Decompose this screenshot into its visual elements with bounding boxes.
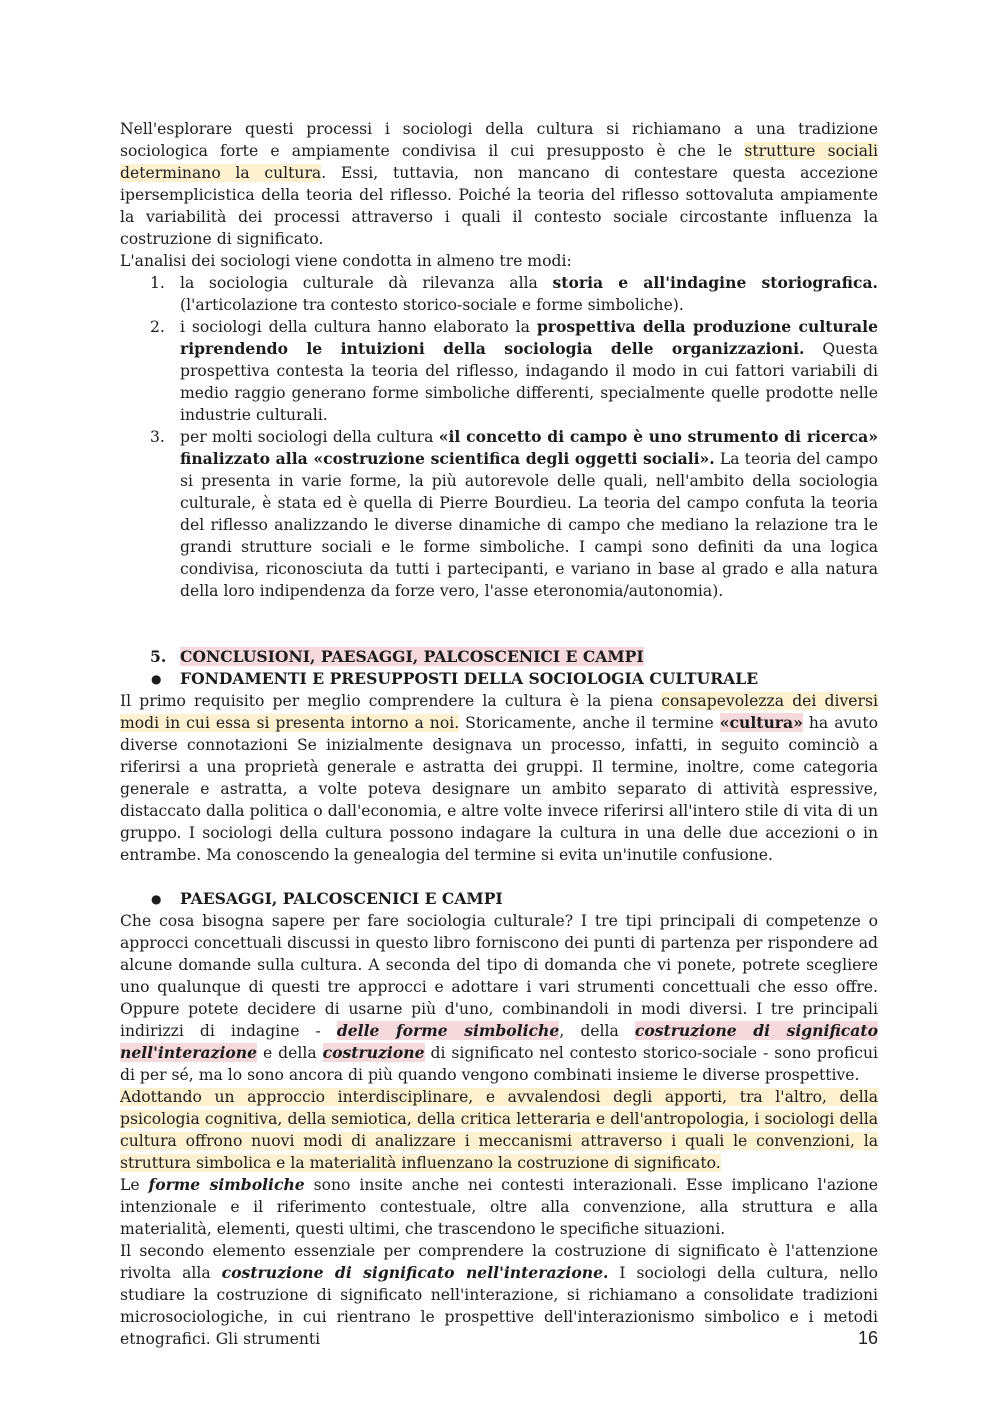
bullet-icon: ● (151, 672, 162, 686)
list-item (150, 426, 878, 602)
text-run: ha avuto diverse connotazioni Se inizialmente designava un processo, infatti, in seguito cominciò a riferirsi a una proprietà generale e astratta dei gruppi. Il termine, inoltre, come categoria generale e astratta, a volte poteva designare un ambito separato di attività espressive, distaccato dalla politica o dall'economia, e altre volte invece riferirsi all'intero stile di vita di un gruppo. I sociologi della cultura possono indagare la cultura in una delle due accezioni o in entrambe. Ma conoscendo la genealogia del termine si evita un'inutile confusione. (120, 714, 879, 864)
section-heading (120, 646, 878, 668)
list-number: 1. (150, 274, 165, 292)
bold-italic-text: forme simboliche (148, 1175, 305, 1194)
forme-paragraph (120, 1174, 878, 1240)
highlight-yellow: strutture sociali determinano la cultura (120, 142, 878, 182)
text-run: i sociologi della cultura hanno elaborato la (180, 318, 537, 336)
bold-text: «il concetto di campo è uno strumento di ricerca» finalizzato alla «costruzione scientifica degli oggetti sociali». (180, 427, 878, 468)
secondo-paragraph (120, 1240, 878, 1350)
text-run: Questa prospettiva contesta la teoria del riflesso, indagando il modo in cui fattori variabili di medio raggio generano forme simboliche differenti, specialmente quelle prodotte nelle industrie culturali. (180, 340, 878, 424)
subheading-paesaggi (120, 888, 878, 910)
list-item (150, 272, 878, 316)
subheading-fondamenti (120, 668, 878, 690)
bold-italic-text: costruzione di significato nell'interazione. (221, 1263, 609, 1282)
highlight-yellow: consapevolezza dei diversi modi in cui essa si presenta intorno a noi. (120, 692, 878, 732)
highlight-yellow: Adottando un approccio interdisciplinare, e avvalendosi degli apporti, tra l'altro, della psicologia cognitiva, della semiotica, della critica letteraria e dell'antropologia, i sociologi della cultura offrono nuovi modi di analizzare i meccanismi attraverso i quali le convenzioni, la struttura simbolica e la materialità influenzano la costruzione di significato. (120, 1088, 878, 1172)
fondamenti-paragraph (120, 690, 878, 866)
highlight-pink-bold: «cultura» (719, 713, 803, 732)
text-run: I sociologi della cultura, nello studiare la costruzione di significato nell'interazione, si richiamano a consolidate tradizioni microsociologiche, in cui rientrano le prospettive dell'interazionismo simbolico e i metodi etnografici. Gli strumenti (120, 1264, 878, 1348)
highlight-pink-bold-italic: delle forme simboliche (336, 1021, 560, 1040)
subheading-title: FONDAMENTI E PRESUPPOSTI DELLA SOCIOLOGIA CULTURALE (180, 669, 759, 688)
section-heading-highlight (150, 647, 644, 666)
text-run: e della (257, 1044, 323, 1062)
text-run: Il primo requisito per meglio comprendere la cultura è la piena (120, 692, 662, 710)
spacer (120, 866, 878, 888)
document-page (120, 118, 878, 1350)
section-number: 5. (150, 647, 167, 666)
text-run: di significato nel contesto storico-sociale - sono proficui di per sé, ma lo sono ancora di più quando vengono combinati insieme le diverse prospettive. (120, 1044, 878, 1084)
subheading-title: PAESAGGI, PALCOSCENICI E CAMPI (180, 889, 503, 908)
text-run: Le (120, 1176, 149, 1194)
paesaggi-paragraph (120, 910, 878, 1086)
text-run: La teoria del campo si presenta in varie forme, la più autorevole delle quali, nell'ambito della sociologia culturale, è stata ed è quella di Pierre Bourdieu. La teoria del campo confuta la teoria del riflesso analizzando le diverse dinamiche di campo che mediano la relazione tra le grandi strutture sociali e le forme simboliche. I campi sono definiti da una logica condivisa, riconosciuta da tutti i partecipanti, e variano in base al grado e alla natura della loro indipendenza da forze vero, l'asse eteronomia/autonomia). (180, 450, 878, 600)
list-number: 2. (150, 318, 165, 336)
list-number: 3. (150, 428, 165, 446)
highlight-pink-bold-italic: costruzione (322, 1043, 425, 1062)
bullet-icon: ● (151, 892, 162, 906)
text-run: Storicamente, anche il termine (459, 714, 720, 732)
text-run: Il secondo elemento essenziale per comprendere la costruzione di significato è l'attenzione rivolta alla (120, 1242, 878, 1282)
highlight-pink-bold-italic: costruzione di significato nell'interazione (120, 1021, 878, 1062)
text-run: Che cosa bisogna sapere per fare sociologia culturale? I tre tipi principali di competenze o approcci concettuali discussi in questo libro forniscono dei punti di partenza per rispondere ad alcune domande sulla cultura. A seconda del tipo di domanda che vi ponete, potrete scegliere uno qualunque di questi tre approcci e adottare i vari strumenti concettuali che esso offre. Oppure potete decidere di usarne più d'uno, combinandoli in modi diversi. I tre principali indirizzi di indagine - (120, 912, 878, 1040)
text-run: Nell'esplorare questi processi i sociologi della cultura si richiamano a una tradizione sociologica forte e ampiamente condivisa il cui presupposto è che le (120, 120, 878, 160)
spacer (120, 602, 878, 646)
intro-paragraph (120, 118, 878, 250)
section-title: CONCLUSIONI, PAESAGGI, PALCOSCENICI E CAMPI (180, 647, 644, 666)
text-run: (l'articolazione tra contesto storico-sociale e forme simboliche). (180, 296, 684, 314)
list-item (150, 316, 878, 426)
text-run: , della (559, 1022, 635, 1040)
text-run: . Essi, tuttavia, non mancano di contestare questa accezione ipersemplicistica della teoria del riflesso. Poiché la teoria del riflesso sottovaluta ampiamente la variabilità dei processi attraverso i quali il contesto sociale circostante influenza la costruzione di significato. (120, 164, 878, 248)
bold-text: prospettiva della produzione culturale riprendendo le intuizioni della sociologia delle organizzazioni. (180, 317, 878, 358)
text-run: per molti sociologi della cultura (180, 428, 439, 446)
analysis-intro: L'analisi dei sociologi viene condotta in almeno tre modi: (120, 252, 572, 270)
text-run: sono insite anche nei contesti interazionali. Esse implicano l'azione intenzionale e il riferimento contestuale, oltre alla convenzione, alla struttura e alla materialità, elementi, questi ultimi, che trascendono le specifiche situazioni. (120, 1176, 878, 1238)
numbered-list (120, 272, 878, 602)
bold-text: storia e all'indagine storiografica. (552, 273, 878, 292)
page-number: 16 (857, 1328, 878, 1348)
interdisciplinary-paragraph (120, 1086, 878, 1174)
text-run: la sociologia culturale dà rilevanza alla (180, 274, 553, 292)
